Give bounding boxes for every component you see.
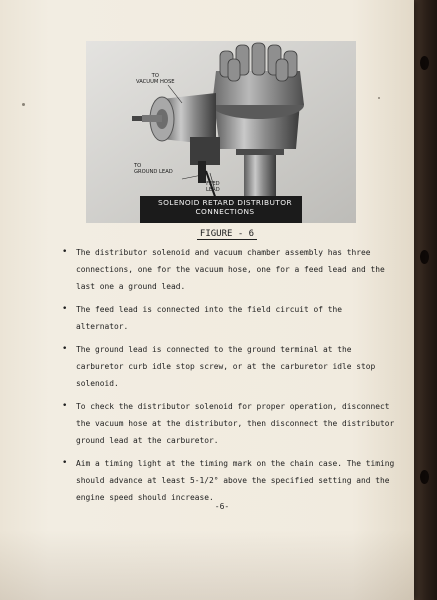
list-item-text: The feed lead is connected into the field circuit of the alternator. [76,305,343,331]
page-shadow [0,530,414,600]
bullet: • [62,458,68,468]
figure-label [0,229,414,239]
binder-hole [420,470,429,484]
bullet: • [62,344,68,354]
page-speck [378,97,380,99]
binder-edge [411,0,437,600]
page-speck [22,103,25,106]
callout-feed-lead: FEED LEAD [206,181,220,193]
list-item [62,301,397,335]
caption-line: SOLENOID RETARD DISTRIBUTOR [158,198,292,207]
bullet: • [62,304,68,314]
binder-hole [420,250,429,264]
bullet: • [62,401,68,411]
callout-vacuum-hose: TO VACUUM HOSE [136,73,175,85]
list-item [62,341,397,392]
list-item [62,398,397,449]
binder-hole [420,56,429,70]
figure-caption [140,198,310,216]
list-item [62,244,397,295]
list-item [62,455,397,506]
list-item-text: The ground lead is connected to the ground terminal at the carburetor curb idle stop screw, or at the carburetor idle stop solenoid. [76,345,376,388]
callout-ground-lead: TO GROUND LEAD [134,163,173,175]
list-item-text: Aim a timing light at the timing mark on the chain case. The timing should advance at least 5-1/2° above the specified setting and the engine speed should increase. [76,459,395,502]
instruction-list [62,244,397,512]
list-item-text: To check the distributor solenoid for proper operation, disconnect the vacuum hose at the distributor, then disconnect the distributor ground lead at the carburetor. [76,402,395,445]
caption-line: CONNECTIONS [195,207,255,216]
distributor-illustration [86,41,356,223]
page-number: -6- [214,502,230,511]
list-item-text: The distributor solenoid and vacuum chamber assembly has three connections, one for the vacuum hose, one for a feed lead and the last one a ground lead. [76,248,385,291]
bullet: • [62,247,68,257]
figure-label-text: FIGURE - 6 [197,229,257,240]
distributor-photo [86,41,356,223]
